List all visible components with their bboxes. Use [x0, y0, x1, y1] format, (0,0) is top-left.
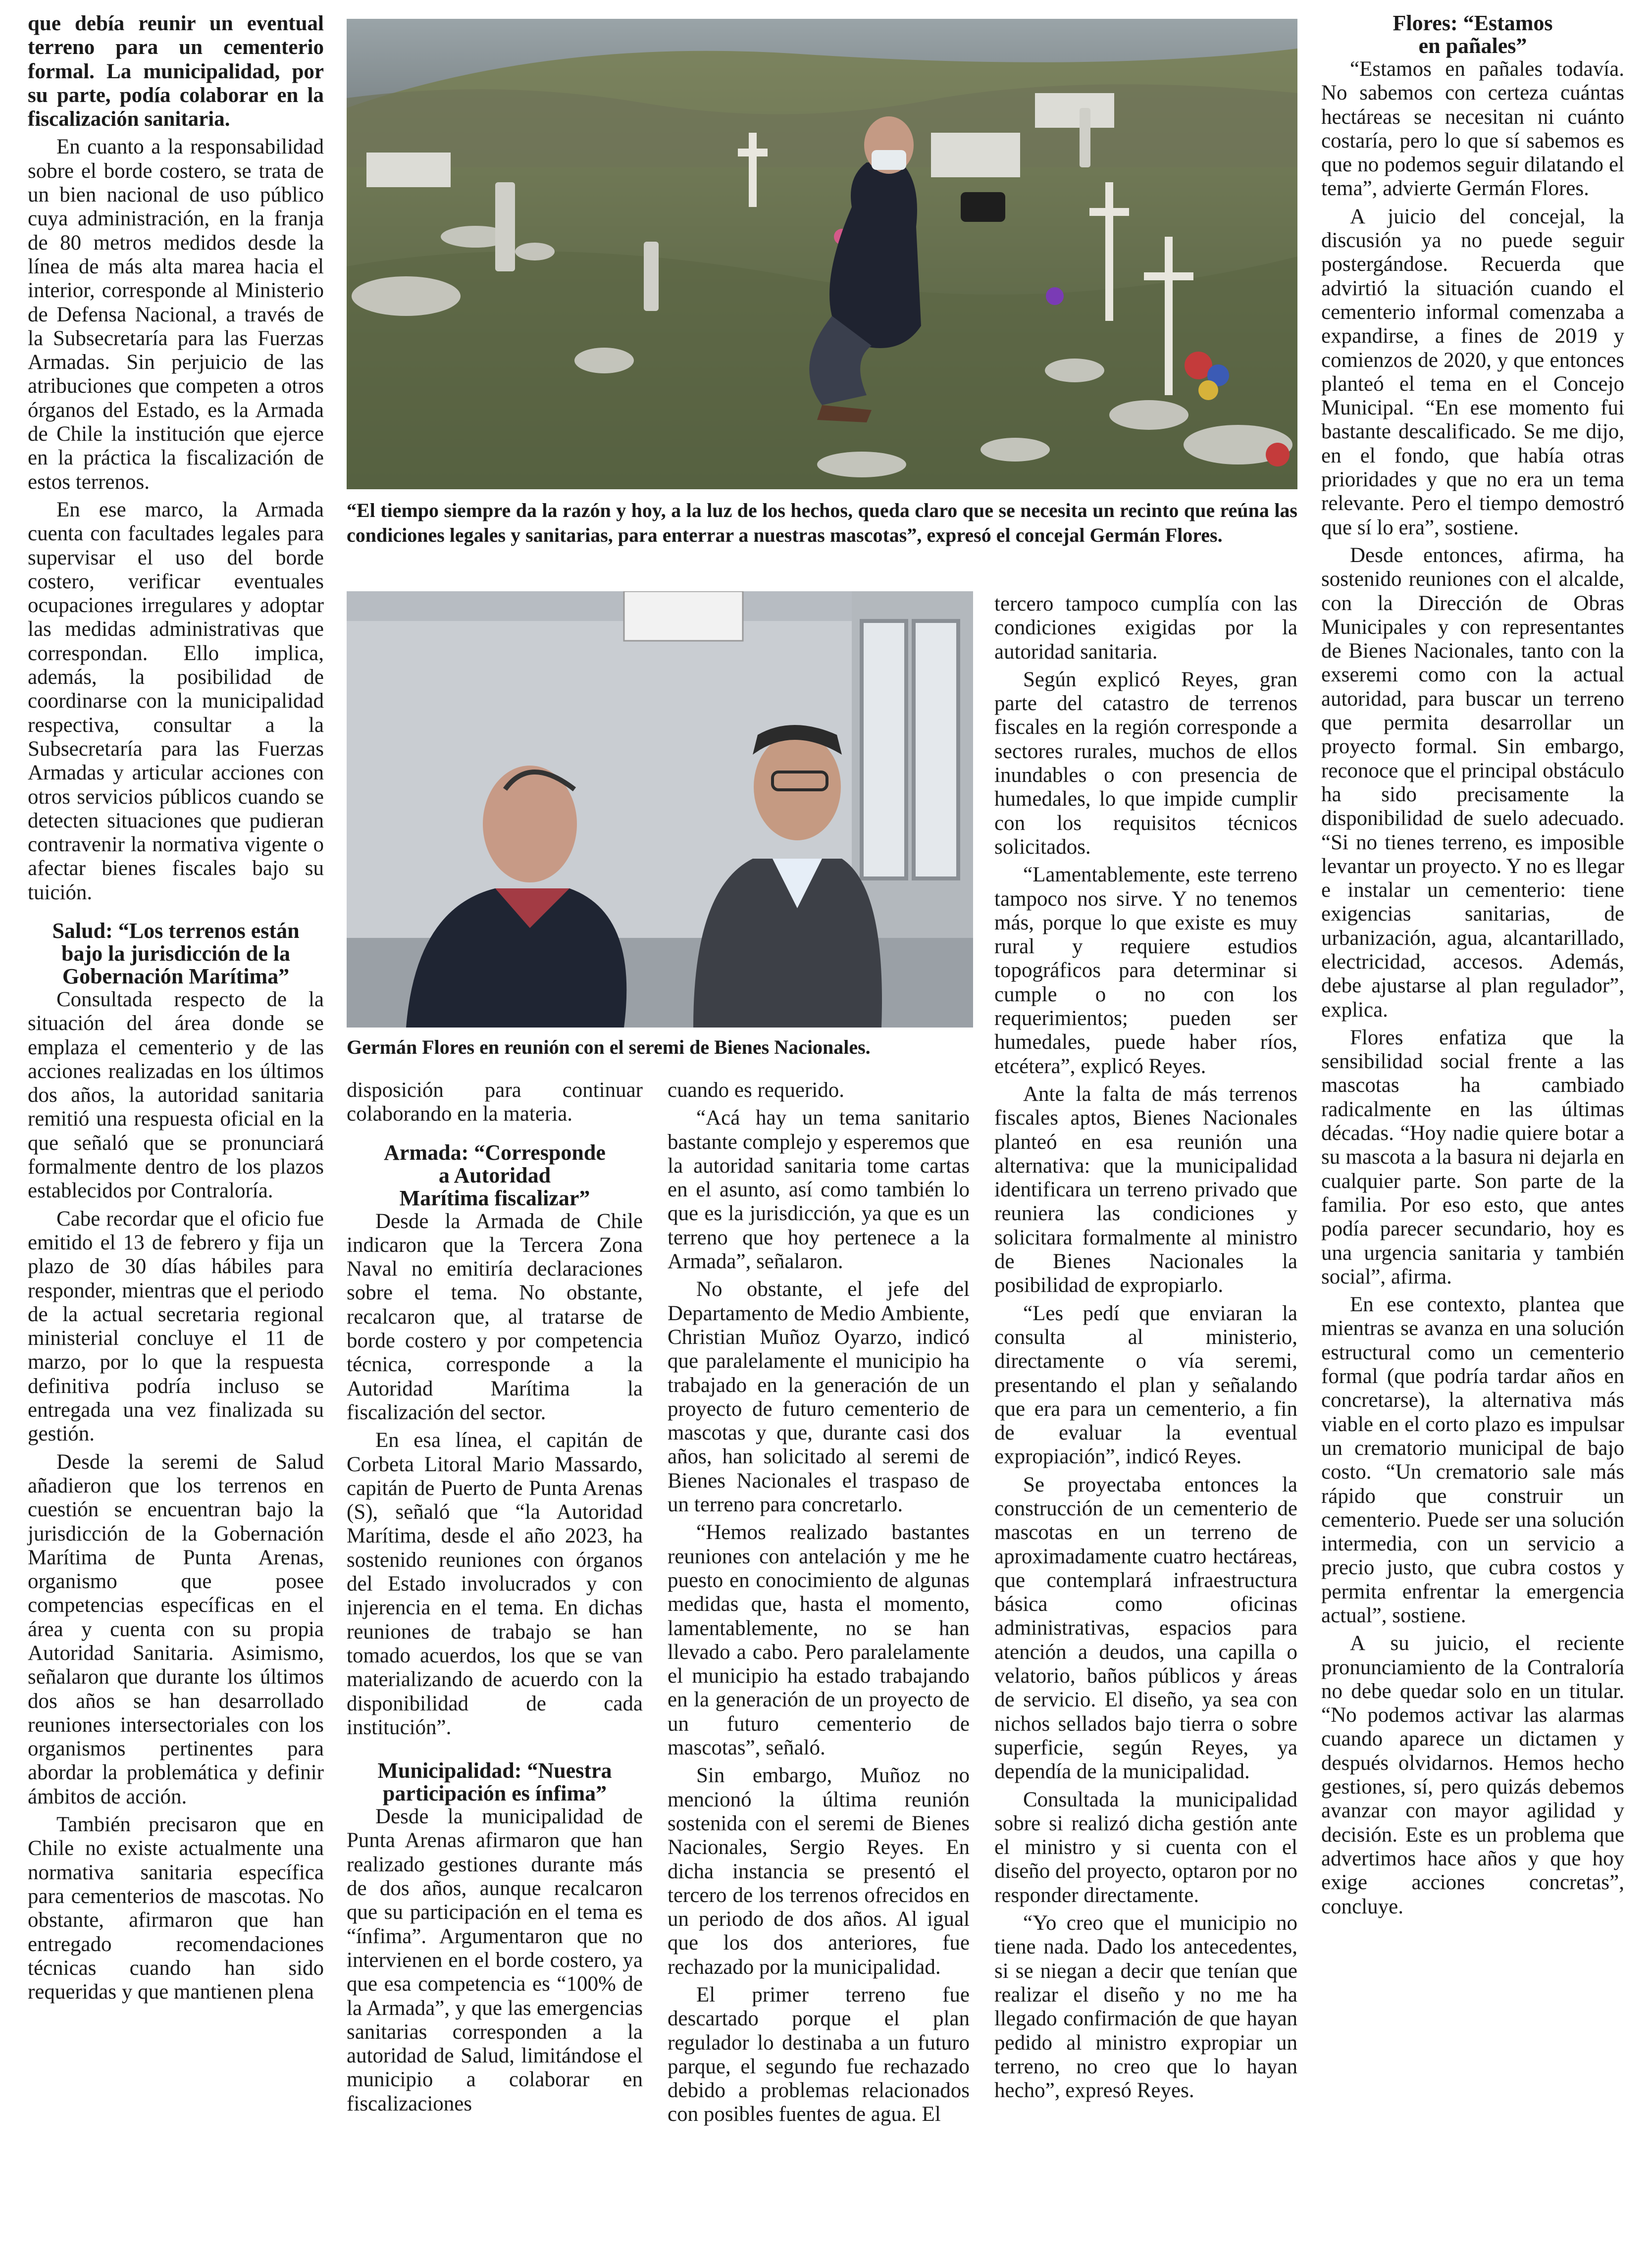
heading-line: a Autoridad	[438, 1163, 551, 1187]
paragraph: que debía reunir un eventual terreno para un cementerio formal. La municipalidad, por su parte, podía colaborar en la fiscalización sanitaria.	[28, 12, 324, 131]
paragraph: cuando es requerido.	[668, 1079, 844, 1102]
paragraph: disposición para continuar colaborando en la materia.	[347, 1079, 643, 1126]
paragraph: Desde la seremi de Salud añadieron que los terrenos en cuestión se encuentran bajo la jurisdicción de la Gobernación Marítima de Punta Arenas, organismo que posee competencias específicas en el área y cuenta con su propia Autoridad Sanitaria. Asimismo, señalaron que durante los últimos dos años se han desarrollado reuniones intersectoriales con los organismos pertinentes para abordar la problemática y definir ámbitos de acción.	[28, 1450, 324, 1808]
paragraph: Desde la Armada de Chile indicaron que la Tercera Zona Naval no emitiría declaraciones sobre el tema. No obstante, recalcaron que, al tratarse de borde costero y por competencia técnica, corresponde a la Autoridad Marítima la fiscalización del sector.	[347, 1209, 643, 1424]
paragraph: “Yo creo que el municipio no tiene nada. Dado los antecedentes, si se niegan a decir que tenían que realizar el diseño y no me ha llegado confirmación de que hayan pedido al ministro expropiar un terreno, no creo que lo hayan hecho”, expresó Reyes.	[994, 1911, 1297, 2103]
paragraph: Consultada la municipalidad sobre si realizó dicha gestión ante el ministro y si cuenta con el diseño del proyecto, optaron por no responder directamente.	[994, 1788, 1297, 1907]
paragraph: Según explicó Reyes, gran parte del catastro de terrenos fiscales en la región corresponde a sectores rurales, muchos de ellos inundables o con presencia de humedales, lo que impide cumplir con los requisitos técnicos solicitados.	[994, 668, 1297, 859]
paragraph: “Estamos en pañales todavía. No sabemos con certeza cuántas hectáreas se necesitan ni cuánto costaría, pero lo que sí sabemos es que no podemos seguir dilatando el tema”, advierte Germán Flores.	[1321, 57, 1624, 201]
paragraph: En esa línea, el capitán de Corbeta Litoral Mario Massardo, capitán de Puerto de Punta Arenas (S), señaló que “la Autoridad Marítima, desde el año 2023, ha sostenido reuniones con órganos del Estado involucrados y con injerencia en el tema. En dichas reuniones de trabajo se han tomado acuerdos, los que se van materializando de acuerdo con la disponibilidad de cada institución”.	[347, 1429, 643, 1739]
paragraph: El primer terreno fue descartado porque el plan regulador lo destinaba a un futuro parque, el segundo fue rechazado debido a problemas relacionados con posibles fuentes de agua. El	[668, 1983, 970, 2126]
photo-meeting	[347, 591, 973, 1028]
paragraph: “Lamentablemente, este terreno tampoco nos sirve. Y no tenemos más, porque lo que existe es muy rural y requiere estudios topográficos para determinar si cumple o no con los requerimientos; pueden ser humedales, puede haber ríos, etcétera”, explicó Reyes.	[994, 863, 1297, 1078]
article-column-2	[347, 1079, 643, 2120]
section-heading-municipalidad	[347, 1759, 643, 1805]
paragraph: Desde entonces, afirma, ha sostenido reuniones con el alcalde, con la Dirección de Obras Municipales y con representantes de Bienes Nacionales, tanto con la exseremi como con la actual autoridad, para buscar un terreno que permita desarrollar un proyecto formal. Sin embargo, reconoce que el principal obstáculo ha sido precisamente la disponibilidad de suelo adecuado. “Si no tienes terreno, es imposible levantar un proyecto. Y no es llegar e instalar un cementerio: tiene exigencias sanitarias, de urbanización, agua, alcantarillado, electricidad, accesos. Además, debe ajustarse al plan regulador”, explica.	[1321, 543, 1624, 1022]
paragraph: A su juicio, el reciente pronunciamiento de la Contraloría no debe quedar solo en un titular. “No podemos activar las alarmas cuando aparece un dictamen y después olvidarnos. Hemos hecho gestiones, sí, pero quizás debemos avanzar con mayor agilidad y decisión. Este es un problema que advertimos hace años y que hoy exige acciones concretas”, concluye.	[1321, 1632, 1624, 1918]
paragraph: En ese contexto, plantea que mientras se avanza en una solución estructural como un cementerio formal (que podría tardar años en concretarse), la alternativa más viable en el corto plazo es impulsar un crematorio municipal de bajo costo. “Un crematorio sale más rápido que construir un cementerio. Puede ser una solución intermedia, con un servicio a precio justo, que cubra costos y permita enfrentar la emergencia actual”, sostiene.	[1321, 1293, 1624, 1627]
photo-pet-cemetery	[347, 19, 1297, 489]
section-heading-salud	[28, 920, 324, 988]
section-heading-flores	[1321, 12, 1624, 57]
article-column-4	[994, 592, 1297, 2107]
paragraph: En ese marco, la Armada cuenta con facultades legales para supervisar el uso del borde costero, verificar eventuales ocupaciones irregulares y adoptar las medidas administrativas que correspondan. Ello implica, además, la posibilidad de coordinarse con la municipalidad respectiva, consultar a la Subsecretaría para las Fuerzas Armadas y articular acciones con otros servicios públicos cuando se detecten situaciones que pudieran contravenir la normativa vigente o afectar bienes fiscales bajo su tuición.	[28, 498, 324, 904]
section-heading-armada	[347, 1141, 643, 1210]
heading-line: Marítima fiscalizar”	[399, 1185, 590, 1210]
paragraph: “Acá hay un tema sanitario bastante complejo y esperemos que la autoridad sanitaria tome cartas en el asunto, así como también lo que es la jurisdicción, ya que es un terreno que hoy pertenece a la Armada”, señalaron.	[668, 1106, 970, 1274]
photo-caption-2: Germán Flores en reunión con el seremi de Bienes Nacionales.	[347, 1036, 871, 1058]
paragraph: Consultada respecto de la situación del área donde se emplaza el cementerio y de las acciones realizadas en los últimos dos años, la autoridad sanitaria remitió una respuesta oficial en la que señaló que se pronunciará formalmente dentro de los plazos establecidos por Contraloría.	[28, 987, 324, 1203]
article-column-1	[28, 12, 324, 2008]
paragraph: Sin embargo, Muñoz no mencionó la última reunión sostenida con el seremi de Bienes Nacionales, Sergio Reyes. En dicha instancia se presentó el tercero de los terrenos ofrecidos en un periodo de dos años. Al igual que los dos anteriores, fue rechazado por la municipalidad.	[668, 1764, 970, 1979]
meeting-illustration	[347, 591, 973, 1028]
photo-caption-1: “El tiempo siempre da la razón y hoy, a la luz de los hechos, queda claro que se necesita un recinto que reúna las condiciones legales y sanitarias, para enterrar a nuestras mascotas”, expresó el concejal Germán Flores.	[347, 499, 1297, 546]
paragraph: En cuanto a la responsabilidad sobre el borde costero, se trata de un bien nacional de uso público cuya administración, en la franja de 80 metros medidos desde la línea de más alta marea hacia el interior, corresponde al Ministerio de Defensa Nacional, a través de la Subsecretaría para las Fuerzas Armadas. Sin perjuicio de las atribuciones que competen a otros órganos del Estado, es la Armada de Chile la institución que ejerce en la práctica la fiscalización de estos terrenos.	[28, 135, 324, 494]
article-column-5	[1321, 12, 1624, 1923]
article-column-3	[668, 1079, 970, 2131]
heading-line: Armada: “Corresponde	[384, 1140, 606, 1165]
heading-line: bajo la jurisdicción de la	[61, 941, 291, 966]
heading-line: Flores: “Estamos	[1393, 11, 1553, 35]
paragraph: A juicio del concejal, la discusión ya no puede seguir postergándose. Recuerda que advirtió la situación cuando el cementerio informal comenzaba a expandirse, a fines de 2019 y comienzos de 2020, y que entonces planteó el tema en el Concejo Municipal. “En ese momento fui bastante descalificado. Se me dijo, en el fondo, que había otras prioridades y que no era un tema relevante. Pero el tiempo demostró que sí lo era”, sostiene.	[1321, 205, 1624, 539]
paragraph: tercero tampoco cumplía con las condiciones exigidas por la autoridad sanitaria.	[994, 592, 1297, 664]
paragraph: Ante la falta de más terrenos fiscales aptos, Bienes Nacionales planteó en esa reunión una alternativa: que la municipalidad identificara un terreno privado que reuniera las condiciones y solicitara formalmente al ministro de Bienes Nacionales la posibilidad de expropiarlo.	[994, 1082, 1297, 1297]
heading-line: en pañales”	[1418, 34, 1527, 58]
wall-sign	[624, 591, 743, 641]
paragraph: También precisaron que en Chile no existe actualmente una normativa sanitaria específica para cementerios de mascotas. No obstante, afirmaron que han entregado recomendaciones técnicas cuando han sido requeridas y que mantienen plena	[28, 1813, 324, 2004]
heading-line: participación es ínfima”	[382, 1781, 607, 1806]
paragraph: No obstante, el jefe del Departamento de Medio Ambiente, Christian Muñoz Oyarzo, indicó que paralelamente el municipio ha trabajado en la generación de un proyecto de futuro cementerio de mascotas y que, durante casi dos años, han solicitado al seremi de Bienes Nacionales el traspaso de un terreno para concretarlo.	[668, 1278, 970, 1517]
pet-cemetery-illustration	[347, 19, 1297, 489]
paragraph: Desde la municipalidad de Punta Arenas afirmaron que han realizado gestiones durante más de dos años, aunque recalcaron que su participación en el tema es “ínfima”. Argumentaron que no intervienen en el borde costero, ya que esa competencia es “100% de la Armada”, y que las emergencias sanitarias corresponden a la autoridad de Salud, limitándose el municipio a colaborar en fiscalizaciones	[347, 1805, 643, 2115]
paragraph: “Hemos realizado bastantes reuniones con antelación y me he puesto en conocimiento de algunas medidas que, hasta el momento, lamentablemente, no se han llevado a cabo. Pero paralelamente el municipio ha estado trabajando en la generación de un proyecto de un futuro cementerio de mascotas”, señaló.	[668, 1521, 970, 1760]
heading-line: Municipalidad: “Nuestra	[377, 1758, 612, 1783]
heading-line: Gobernación Marítima”	[62, 964, 290, 988]
paragraph: Se proyectaba entonces la construcción de un cementerio de mascotas en un terreno de aproximadamente cuatro hectáreas, que contemplará infraestructura básica como oficinas administrativas, espacios para atención a deudos, una capilla o velatorio, baños públicos y áreas de servicio. El diseño, ya sea con nichos sellados bajo tierra o sobre superficie, según Reyes, ya dependía de la municipalidad.	[994, 1473, 1297, 1784]
paragraph: “Les pedí que enviaran la consulta al ministerio, directamente o vía seremi, presentando el plan y señalando que era para un cementerio, a fin de evaluar la eventual expropiación”, indicó Reyes.	[994, 1301, 1297, 1469]
camera-bag	[961, 192, 1005, 222]
paragraph: Flores enfatiza que la sensibilidad social frente a las mascotas ha cambiado radicalmente en las últimas décadas. “Hoy nadie quiere botar a su mascota a la basura ni dejarla en cualquier parte. Son parte de la familia. Por eso esto, que antes podía parecer secundario, hoy es una urgencia sanitaria y también social”, afirma.	[1321, 1026, 1624, 1288]
paragraph: Cabe recordar que el oficio fue emitido el 13 de febrero y fija un plazo de 30 días hábiles para responder, mientras que el periodo de la actual secretaria regional ministerial concluye el 11 de marzo, por lo que la respuesta definitiva podría incluso se entregada una vez finalizada su gestión.	[28, 1207, 324, 1446]
heading-line: Salud: “Los terrenos están	[52, 918, 300, 943]
